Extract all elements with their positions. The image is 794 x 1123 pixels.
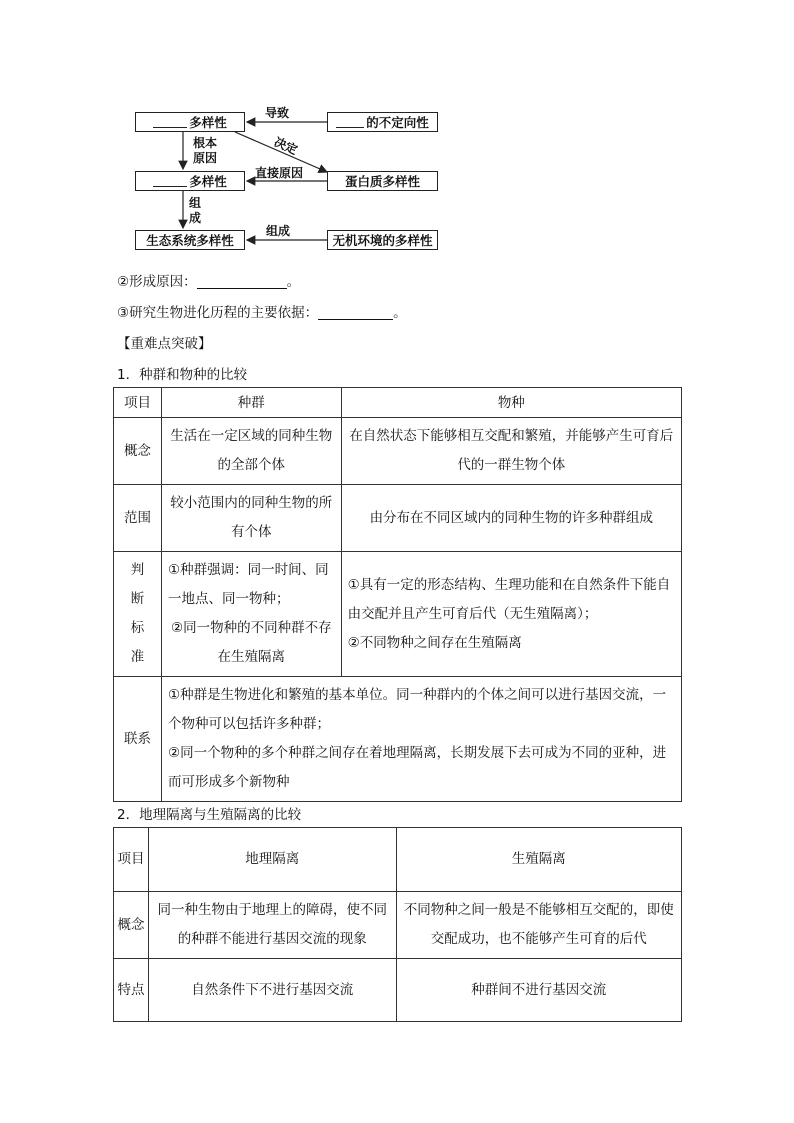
box-text: 多样性 xyxy=(189,174,227,189)
table-row xyxy=(114,552,682,677)
cell-line: ①种群强调：同一时间、同一地点、同一物种； xyxy=(167,562,329,607)
section-title: 【重难点突破】 xyxy=(117,336,212,352)
row-label: 范围 xyxy=(114,485,162,552)
blank-line xyxy=(153,115,187,128)
table-row xyxy=(114,959,682,1022)
cell xyxy=(161,677,681,802)
label-direct-cause: 直接原因 xyxy=(255,166,304,180)
label-cause: 导致 xyxy=(265,106,290,120)
cell-line: ①种群是生物进化和繁殖的基本单位。同一种群内的个体之间可以进行基因交流，一个物种可以包括许多种群； xyxy=(167,687,667,732)
cell: 较小范围内的同种生物的所有个体 xyxy=(161,485,341,552)
diagram-box-environment xyxy=(327,230,438,250)
table-row xyxy=(114,677,682,802)
diagram-box-species-diversity xyxy=(135,171,245,191)
cell: 生活在一定区域的同种生物的全部个体 xyxy=(161,418,341,485)
cell xyxy=(341,552,681,677)
table-row xyxy=(114,418,682,485)
table-row xyxy=(114,485,682,552)
cell: 种群间不进行基因交流 xyxy=(396,959,682,1022)
diagram-box-source xyxy=(327,112,438,132)
table1-title: 1．种群和物种的比较 xyxy=(117,367,248,383)
row-label: 特点 xyxy=(114,959,149,1022)
question-2 xyxy=(117,270,300,290)
header-cell: 项目 xyxy=(114,828,149,892)
cell: 由分布在不同区域内的同种生物的许多种群组成 xyxy=(341,485,681,552)
box-text: 无机环境的多样性 xyxy=(332,233,433,248)
table2-title: 2．地理隔离与生殖隔离的比较 xyxy=(117,807,302,823)
cell: 在自然状态下能够相互交配和繁殖，并能够产生可育后代的一群生物个体 xyxy=(341,418,681,485)
cell-line: ②不同物种之间存在生殖隔离 xyxy=(347,634,522,651)
box-text: 生态系统多样性 xyxy=(146,233,234,248)
period: 。 xyxy=(393,305,407,321)
box-text: 蛋白质多样性 xyxy=(344,174,420,189)
answer-blank xyxy=(318,305,393,320)
diagram-box-gene-diversity xyxy=(135,112,245,132)
label-decide: 决定 xyxy=(271,134,300,158)
box-text: 的不定向性 xyxy=(366,115,429,130)
cell-line: ②同一个物种的多个种群之间存在着地理隔离，长期发展下去可成为不同的亚种，进而可形成多个新物种 xyxy=(167,745,667,790)
cell: 自然条件下不进行基因交流 xyxy=(148,959,396,1022)
blank-line xyxy=(336,115,364,128)
blank-line xyxy=(153,174,187,187)
header-cell: 种群 xyxy=(161,388,341,418)
cell-line: ②同一物种的不同种群不存在生殖隔离 xyxy=(171,620,332,665)
header-cell: 项目 xyxy=(114,388,162,418)
header-cell: 地理隔离 xyxy=(148,828,396,892)
table-header-row xyxy=(114,388,682,418)
label-compose-h: 组成 xyxy=(266,224,291,238)
diagram-box-protein xyxy=(327,171,438,191)
question-2-text: ②形成原因： xyxy=(117,274,197,290)
table-header-row xyxy=(114,828,682,892)
table-row xyxy=(114,892,682,959)
row-label: 联系 xyxy=(114,677,162,802)
question-3 xyxy=(117,301,407,321)
row-label: 概念 xyxy=(114,892,149,959)
table-population-species xyxy=(113,387,682,802)
label-compose-v: 组成 xyxy=(188,196,201,225)
row-label: 判断标准 xyxy=(114,552,162,677)
answer-blank xyxy=(197,274,287,289)
row-label: 概念 xyxy=(114,418,162,485)
cell xyxy=(161,552,341,677)
cell: 同一种生物由于地理上的障碍，使不同的种群不能进行基因交流的现象 xyxy=(148,892,396,959)
diagram-box-ecosystem-diversity xyxy=(135,230,245,250)
label-root-cause: 根本原因 xyxy=(192,136,217,165)
question-3-text: ③研究生物进化历程的主要依据： xyxy=(117,305,319,321)
header-cell: 物种 xyxy=(341,388,681,418)
cell-line: ①具有一定的形态结构、生理功能和在自然条件下能自由交配并且产生可育后代（无生殖隔离）； xyxy=(347,576,671,622)
box-text: 多样性 xyxy=(189,115,227,130)
cell: 不同物种之间一般是不能够相互交配的，即使交配成功，也不能够产生可育的后代 xyxy=(396,892,682,959)
period: 。 xyxy=(286,274,301,290)
table-isolation xyxy=(113,827,682,1022)
header-cell: 生殖隔离 xyxy=(396,828,682,892)
